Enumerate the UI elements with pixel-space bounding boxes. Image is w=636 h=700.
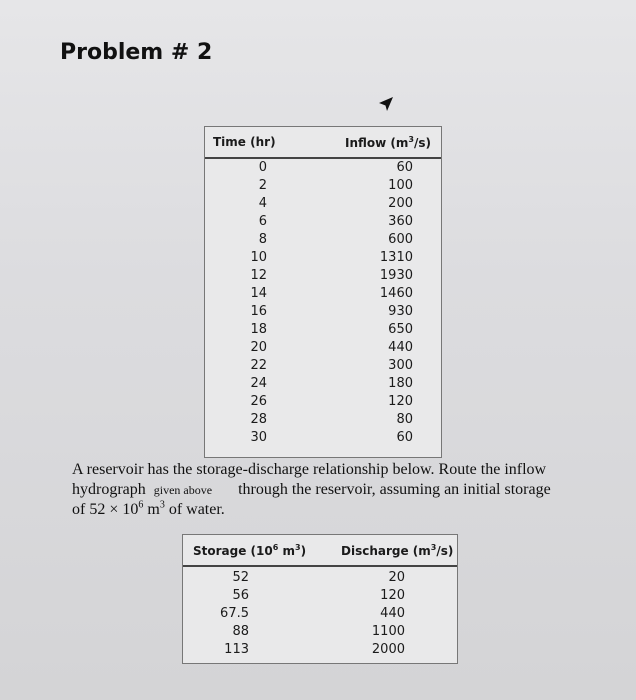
problem-statement [72, 460, 612, 520]
inflow-cell: 650 [388, 322, 413, 337]
inflow-table-header [205, 127, 441, 159]
time-cell: 16 [250, 304, 267, 319]
storage-table-header [183, 535, 457, 567]
time-cell: 8 [258, 232, 267, 247]
inflow-cell: 1460 [379, 286, 413, 301]
time-cell: 14 [250, 286, 267, 301]
time-column [205, 159, 267, 447]
inflow-cell: 180 [388, 376, 413, 391]
inflow-cell: 1930 [379, 268, 413, 283]
inflow-column-header: Inflow $(m^3/s)$ [345, 135, 431, 150]
storage-cell: 88 [232, 624, 249, 639]
inflow-cell: 440 [388, 340, 413, 355]
time-cell: 22 [250, 358, 267, 373]
time-cell: 12 [250, 268, 267, 283]
problem-line-1: A reservoir has the storage-discharge relationship below. Route the inflow [72, 461, 547, 478]
inflow-cell: 60 [396, 430, 413, 445]
discharge-cell: 20 [388, 570, 405, 585]
inflow-cell: 200 [388, 196, 413, 211]
time-cell: 30 [250, 430, 267, 445]
storage-cell: 113 [224, 642, 249, 657]
inflow-cell: 80 [396, 412, 413, 427]
time-cell: 26 [250, 394, 267, 409]
discharge-cell: 2000 [371, 642, 405, 657]
storage-column-header: Storage ($10^6$ $m^3$) [193, 543, 307, 558]
inflow-cell: 360 [388, 214, 413, 229]
time-cell: 20 [250, 340, 267, 355]
storage-cell: 67.5 [220, 606, 249, 621]
inflow-cell: 1310 [379, 250, 413, 265]
time-cell: 10 [250, 250, 267, 265]
time-cell: 28 [250, 412, 267, 427]
inflow-cell: 100 [388, 178, 413, 193]
time-cell: 4 [258, 196, 267, 211]
discharge-cell: 1100 [371, 624, 405, 639]
problem-line-3: of $52 \times 10^6$ $m^3$ of water. [72, 499, 225, 518]
page-title: Problem # 2 [60, 40, 213, 65]
time-cell: 24 [250, 376, 267, 391]
inflow-cell: 600 [388, 232, 413, 247]
storage-column [183, 569, 249, 659]
inflow-cell: 300 [388, 358, 413, 373]
inflow-cell: 120 [388, 394, 413, 409]
time-cell: 2 [258, 178, 267, 193]
storage-cell: 52 [232, 570, 249, 585]
time-cell: 0 [258, 160, 267, 175]
time-cell: 18 [250, 322, 267, 337]
mouse-cursor-icon [376, 95, 396, 115]
problem-line-2: hydrograph given above through the reservoir, assuming an initial storage [72, 481, 551, 498]
discharge-column-header: Discharge $(m^3/s)$ [341, 543, 454, 558]
discharge-cell: 440 [380, 606, 405, 621]
inflow-cell: 930 [388, 304, 413, 319]
discharge-column [345, 569, 405, 659]
time-cell: 6 [258, 214, 267, 229]
storage-discharge-table [182, 534, 458, 664]
inflow-hydrograph-table [204, 126, 442, 458]
discharge-cell: 120 [380, 588, 405, 603]
inflow-cell: 60 [396, 160, 413, 175]
storage-cell: 56 [232, 588, 249, 603]
given-above-note: given above [153, 483, 213, 497]
time-column-header: Time (hr) [213, 135, 276, 149]
inflow-column [355, 159, 413, 447]
